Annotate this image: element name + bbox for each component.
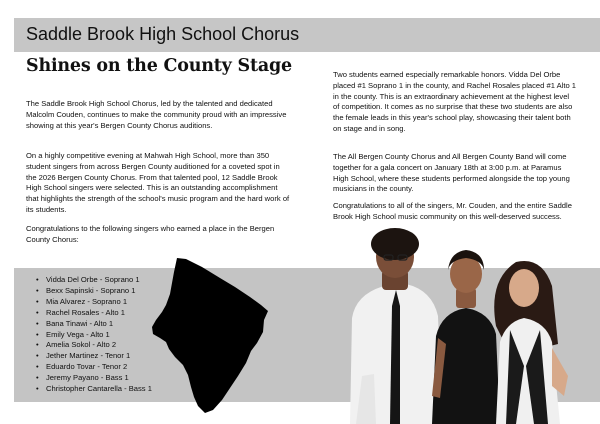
bullet-icon: • (36, 285, 39, 295)
list-item (36, 384, 152, 395)
list-item (36, 362, 152, 373)
bullet-icon: • (36, 340, 39, 350)
header-band (14, 18, 600, 52)
list-item (36, 351, 152, 362)
list-item (36, 297, 152, 308)
singer-name: Rachel Rosales - Alto 1 (46, 307, 125, 317)
singer-name: Bana Tinawi - Alto 1 (46, 318, 114, 328)
singer-name: Emily Vega - Alto 1 (46, 329, 110, 339)
list-item (36, 319, 152, 330)
bullet-icon: • (36, 296, 39, 306)
list-item (36, 330, 152, 341)
chorus-students-photo (346, 226, 578, 424)
singer-name: Bexx Sapinski - Soprano 1 (46, 285, 136, 295)
bullet-icon: • (36, 362, 39, 372)
county-silhouette (152, 258, 268, 413)
list-item (36, 373, 152, 384)
concert-paragraph: The All Bergen County Chorus and All Bergen County Band will come together for a gala concert on January 18th at 3:00 p.m. at Paramus High School, where these students performed alongside the top young musicians in the county. (333, 152, 570, 194)
singer-name: Jeremy Payano - Bass 1 (46, 373, 129, 383)
singer-name: Vidda Del Orbe - Soprano 1 (46, 275, 140, 284)
singer-name: Mia Alvarez - Soprano 1 (46, 296, 128, 306)
headline: Shines on the County Stage (26, 56, 292, 76)
bullet-icon: • (36, 351, 39, 361)
bullet-icon: • (36, 373, 39, 383)
student-right (494, 261, 568, 424)
singer-name: Jether Martinez - Tenor 1 (46, 351, 131, 361)
bullet-icon: • (36, 307, 39, 317)
singer-name: Amelia Sokol - Alto 2 (46, 340, 117, 350)
bergen-county-map-icon (150, 250, 275, 415)
bullet-icon: • (36, 384, 39, 394)
bullet-icon: • (36, 318, 39, 328)
bullet-icon: • (36, 329, 39, 339)
congratulations-intro: Congratulations to the following singers who earned a place in the Bergen County Chorus: (26, 224, 275, 244)
honors-paragraph: Two students earned especially remarkable honors. Vidda Del Orbe placed #1 Soprano 1 in the county, and Rachel Rosales placed #1 Alto 1 in the county. This is an extraordinary achievement at the highest level of competition. It comes as no surprise that these two students are also the female leads in this year's school play, showcasing their talent both on stage and in song. (333, 70, 577, 133)
list-item (36, 308, 152, 319)
bullet-icon: • (36, 275, 39, 284)
newsletter-title: Saddle Brook High School Chorus (26, 24, 300, 44)
singer-name: Eduardo Tovar - Tenor 2 (46, 362, 128, 372)
singer-list (36, 275, 152, 395)
list-item (36, 340, 152, 351)
intro-paragraph: The Saddle Brook High School Chorus, led by the talented and dedicated Malcolm Couden, continues to make the community proud with an impressive showing at this year's Bergen County Chorus auditions. (26, 99, 287, 130)
auditions-paragraph: On a highly competitive evening at Mahwah High School, more than 350 student singers from across Bergen County auditioned for a coveted spot in the 2026 Bergen County Chorus. From that talented pool, 12 Saddle Brook High School singers were selected. This is an outstanding accomplishment that highlights the strength of the school's music program and the hard work of its students. (26, 151, 290, 214)
singer-name: Christopher Cantarella - Bass 1 (46, 384, 152, 394)
list-item (36, 275, 152, 286)
student-middle (432, 250, 500, 424)
closing-paragraph: Congratulations to all of the singers, Mr. Couden, and the entire Saddle Brook High School music community on this well-deserved success. (333, 201, 572, 221)
list-item (36, 286, 152, 297)
student-left (350, 228, 442, 424)
